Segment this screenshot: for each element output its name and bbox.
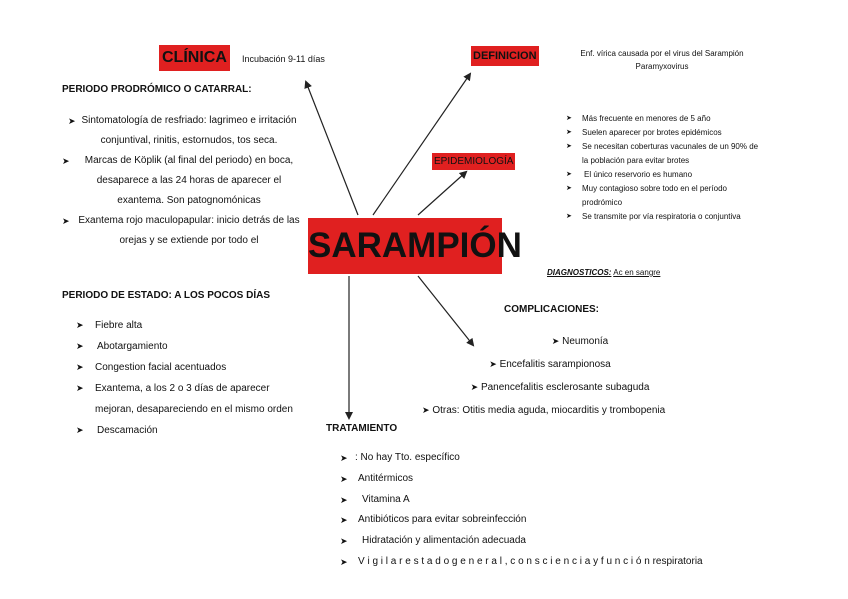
list-item-text: Exantema rojo maculopapular: inicio detrás de las orejas y se extiende por todo el [78, 215, 300, 246]
arrowhead-bullet-icon: ➤ [340, 473, 348, 484]
arrowhead-bullet-icon: ➤ [62, 156, 70, 166]
arrowhead-bullet-icon: ➤ [489, 359, 497, 369]
list-item-text: Abotargamiento [97, 341, 168, 352]
list-item [62, 151, 306, 211]
arrowhead-bullet-icon: ➤ [76, 362, 84, 372]
list-item-text: Sintomatología de resfriado: lagrimeo e irritación conjuntival, rinitis, estornudos, tos seca. [81, 115, 297, 146]
list-item [340, 448, 820, 469]
arrowhead-bullet-icon: ➤ [340, 515, 348, 526]
list-item-text: Se necesitan coberturas vacunales de un 90% de la población para evitar brotes [582, 142, 759, 165]
list-item [340, 552, 820, 573]
arrowhead-bullet-icon: ➤ [76, 320, 84, 330]
arrowhead-bullet-icon: ➤ [76, 341, 84, 351]
definicion-line-1: Enf. vírica causada por el virus del Sarampión [580, 49, 744, 58]
list-item [566, 140, 766, 168]
list-item [76, 336, 296, 357]
list-item-text: Exantema, a los 2 o 3 días de aparecer mejoran, desapareciendo en el mismo orden [95, 383, 293, 415]
arrow-to-epidemiologia [418, 172, 466, 215]
list-item-text: Muy contagioso sobre todo en el período prodrómico [582, 184, 727, 207]
list-item [566, 126, 766, 140]
list-item-text: Hidratación y alimentación adecuada [362, 535, 526, 547]
list-item [62, 111, 306, 151]
list-item [340, 510, 820, 531]
list-item [76, 357, 296, 378]
diagnosticos [547, 268, 660, 277]
epidemiologia-list [566, 112, 766, 224]
arrowhead-bullet-icon: ➤ [566, 129, 572, 136]
arrowhead-bullet-icon: ➤ [566, 143, 572, 150]
diagnosticos-value: Ac en sangre [613, 268, 661, 277]
list-item-text: Suelen aparecer por brotes epidémicos [582, 128, 722, 137]
definicion-header: DEFINICION [471, 46, 539, 66]
arrowhead-bullet-icon: ➤ [76, 425, 84, 435]
incubacion-text: Incubación 9-11 días [242, 54, 325, 64]
list-item-text: Antitérmicos [358, 472, 414, 484]
arrowhead-bullet-icon: ➤ [62, 216, 70, 226]
diagnosticos-label: DIAGNOSTICOS: [547, 268, 612, 277]
tratamiento-list [340, 448, 820, 573]
list-item [76, 378, 296, 420]
prodromico-title: PERIODO PRODRÓMICO O CATARRAL: [62, 84, 252, 95]
list-item [400, 330, 730, 353]
complicaciones-title: COMPLICACIONES: [504, 304, 599, 315]
list-item-text: Panencefalitis esclerosante subaguda [480, 382, 650, 393]
list-item [566, 168, 766, 182]
list-item-text: Congestion facial acentuados [95, 362, 227, 373]
list-item-text: Antibióticos para evitar sobreinfección [358, 514, 527, 526]
list-item-text: Fiebre alta [95, 320, 143, 331]
arrowhead-bullet-icon: ➤ [566, 115, 572, 122]
arrowhead-bullet-icon: ➤ [340, 556, 348, 567]
list-item [76, 420, 296, 441]
list-item [76, 315, 296, 336]
list-item [62, 211, 306, 251]
arrowhead-bullet-icon: ➤ [340, 536, 348, 547]
epidemiologia-header: EPIDEMIOLOGÍA [432, 153, 515, 170]
estado-list [76, 315, 296, 441]
arrow-to-clinica [306, 82, 358, 215]
list-item-text: Marcas de Köplik (al final del periodo) en boca, desaparece a las 24 horas de aparecer el exantema. Son patognomónicas [84, 155, 294, 206]
arrowhead-bullet-icon: ➤ [566, 185, 572, 192]
list-item [340, 490, 820, 511]
arrowhead-bullet-icon: ➤ [340, 494, 348, 505]
list-item-text: V i g i l a r e s t a d o g e n e r a l , c o n s c i e n c i a y f u n c i ó n respiratoria [358, 555, 703, 567]
list-item-text: El único reservorio es humano [584, 170, 693, 179]
list-item [400, 353, 730, 376]
complicaciones-list [400, 330, 730, 422]
list-item [400, 376, 730, 399]
center-title: SARAMPIÓN [308, 218, 502, 274]
definicion-text [556, 47, 768, 73]
list-item-text: Se transmite por vía respiratoria o conjuntiva [582, 212, 741, 221]
arrowhead-bullet-icon: ➤ [566, 171, 572, 178]
list-item-text: Descamación [97, 425, 158, 436]
arrow-to-definicion [373, 74, 470, 215]
list-item-text: Otras: Otitis media aguda, miocarditis y trombopenia [432, 405, 666, 416]
arrowhead-bullet-icon: ➤ [566, 213, 572, 220]
list-item-text: Encefalitis sarampionosa [499, 359, 611, 370]
list-item-text: Vitamina A [362, 493, 410, 505]
list-item [566, 112, 766, 126]
list-item-text: : No hay Tto. específico [355, 452, 460, 463]
estado-title: PERIODO DE ESTADO: A LOS POCOS DÍAS [62, 290, 270, 301]
list-item [566, 182, 766, 210]
definicion-line-2: Paramyxovirus [635, 62, 689, 71]
prodromico-list [62, 111, 306, 251]
clinica-header: CLÍNICA [159, 45, 230, 71]
arrowhead-bullet-icon: ➤ [422, 405, 430, 415]
arrowhead-bullet-icon: ➤ [68, 116, 76, 126]
list-item [400, 399, 730, 422]
list-item [340, 469, 820, 490]
arrowhead-bullet-icon: ➤ [551, 336, 560, 346]
arrowhead-bullet-icon: ➤ [340, 453, 348, 463]
arrowhead-bullet-icon: ➤ [470, 382, 479, 392]
list-item [340, 531, 820, 552]
arrowhead-bullet-icon: ➤ [76, 383, 84, 393]
list-item [566, 210, 766, 224]
tratamiento-title: TRATAMIENTO [326, 423, 398, 434]
list-item-text: Más frecuente en menores de 5 año [582, 114, 711, 123]
list-item-text: Neumonía [562, 336, 609, 347]
